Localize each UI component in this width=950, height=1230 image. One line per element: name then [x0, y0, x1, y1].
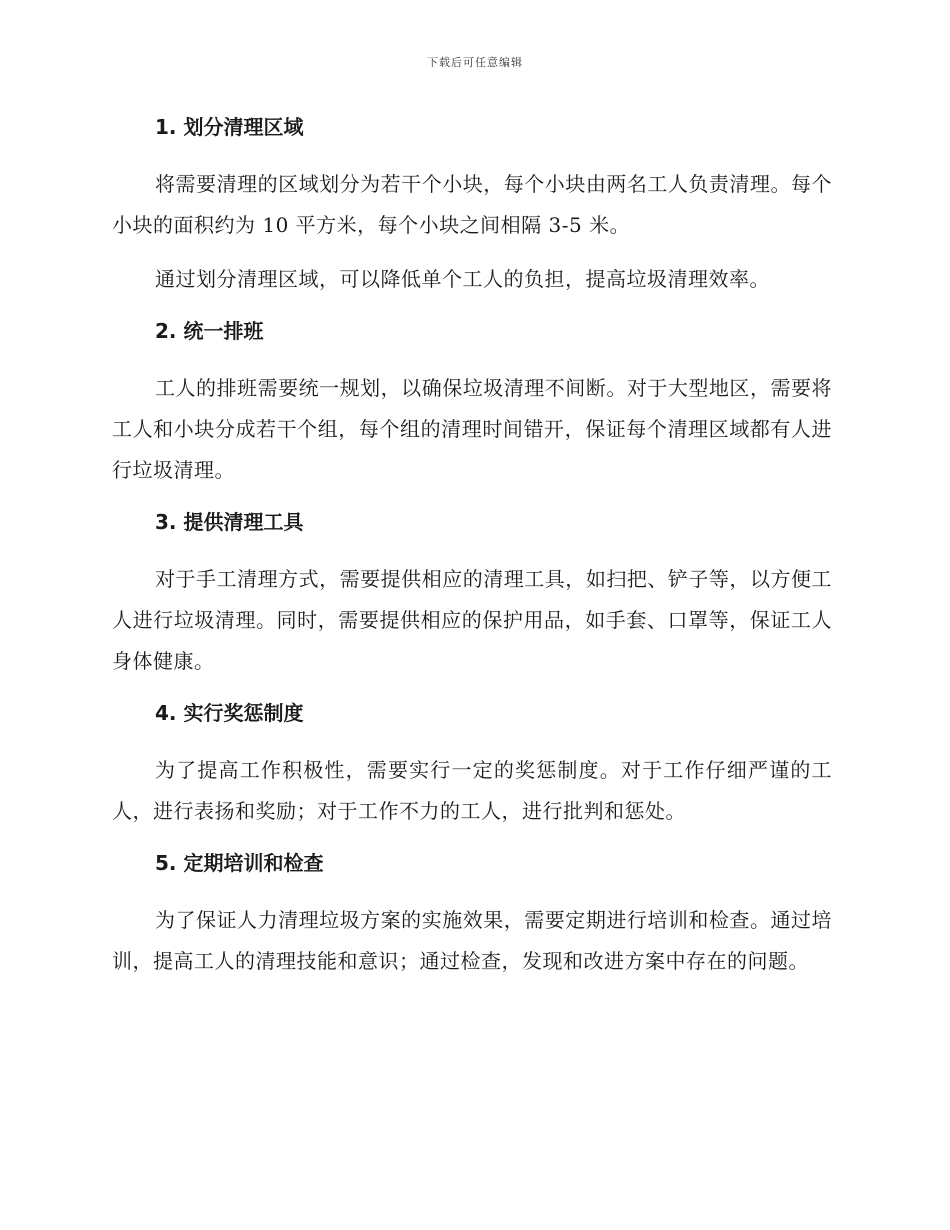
section-heading-2: 2. 统一排班: [155, 319, 264, 343]
section-heading-1: 1. 划分清理区域: [155, 115, 304, 139]
section-heading-4: 4. 实行奖惩制度: [155, 701, 304, 725]
section-1-paragraph-2: 通过划分清理区域，可以降低单个工人的负担，提高垃圾清理效率。: [155, 267, 770, 291]
section-1-paragraph-1: 将需要清理的区域划分为若干个小块，每个小块由两名工人负责清理。每个小块的面积约为 10 平方米，每个小块之间相隔 3-5 米。: [112, 172, 832, 237]
section-5-paragraph-1: 为了保证人力清理垃圾方案的实施效果，需要定期进行培训和检查。通过培训，提高工人的清理技能和意识；通过检查，发现和改进方案中存在的问题。: [112, 908, 832, 973]
section-4-paragraph-1: 为了提高工作积极性，需要实行一定的奖惩制度。对于工作仔细严谨的工人，进行表扬和奖励；对于工作不力的工人，进行批判和惩处。: [112, 758, 832, 823]
page-header: 下载后可任意编辑: [427, 56, 523, 69]
section-2-paragraph-1: 工人的排班需要统一规划，以确保垃圾清理不间断。对于大型地区，需要将工人和小块分成若干个组，每个组的清理时间错开，保证每个清理区域都有人进行垃圾清理。: [112, 376, 832, 482]
document-body: [112, 111, 832, 982]
section-heading-5: 5. 定期培训和检查: [155, 851, 324, 875]
section-heading-3: 3. 提供清理工具: [155, 510, 304, 534]
section-3-paragraph-1: 对于手工清理方式，需要提供相应的清理工具，如扫把、铲子等，以方便工人进行垃圾清理。同时，需要提供相应的保护用品，如手套、口罩等，保证工人身体健康。: [112, 567, 832, 673]
